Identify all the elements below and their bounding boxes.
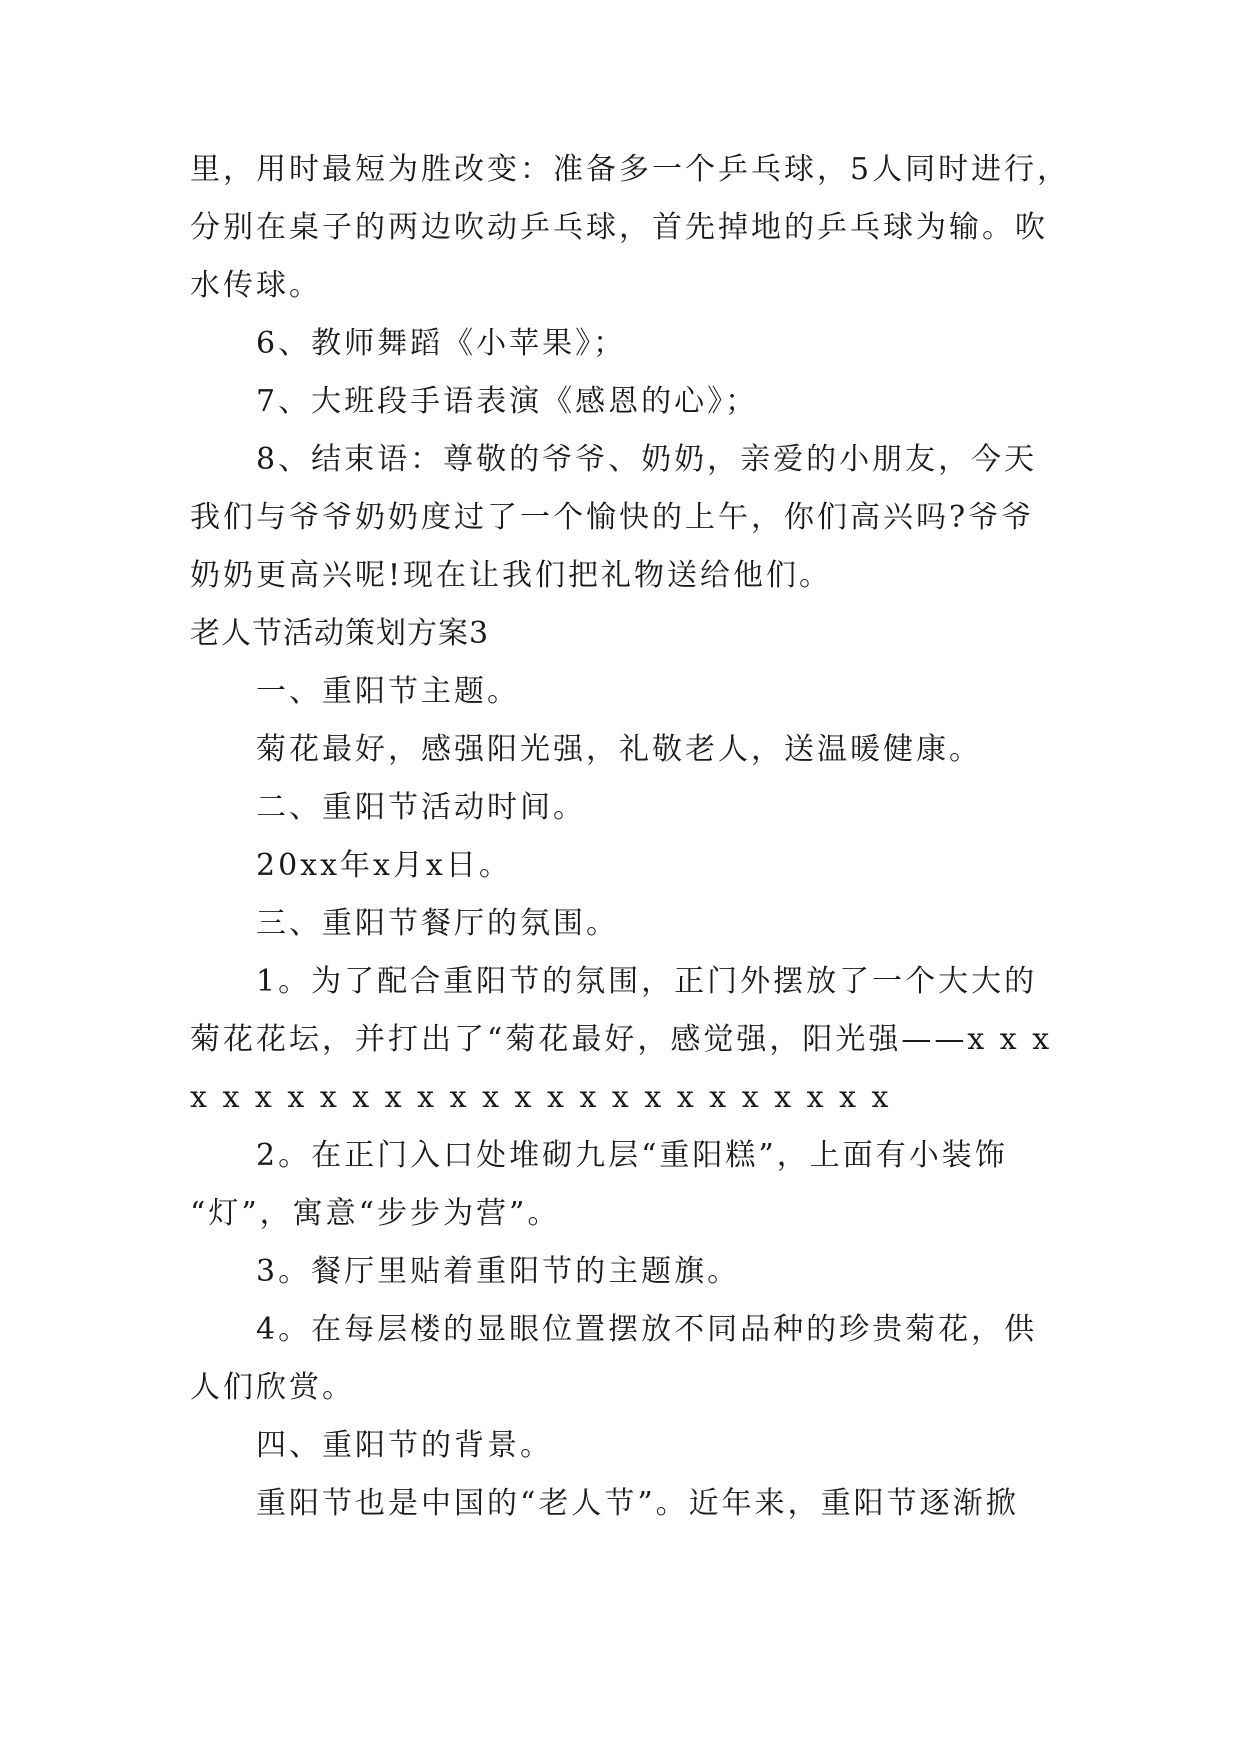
paragraph-line: “灯”，寓意“步步为营”。 <box>190 1196 561 1231</box>
section-heading: 老人节活动策划方案3 <box>190 616 490 651</box>
paragraph-line: 人们欣赏。 <box>190 1370 355 1405</box>
list-item-2: 2。在正门入口处堆砌九层“重阳糕”，上面有小装饰 <box>256 1138 1008 1173</box>
paragraph-line: 我们与爷爷奶奶度过了一个愉快的上午，你们高兴吗?爷爷 <box>190 500 1035 535</box>
subsection-heading: 一、重阳节主题。 <box>256 674 520 709</box>
subsection-heading: 二、重阳节活动时间。 <box>256 790 586 825</box>
list-item-7: 7、大班段手语表演《感恩的心》； <box>256 384 759 419</box>
paragraph-line: 分别在桌子的两边吹动乒乓球，首先掉地的乒乓球为输。吹 <box>190 210 1048 245</box>
subsection-heading: 三、重阳节餐厅的氛围。 <box>256 906 619 941</box>
paragraph-line: 水传球。 <box>190 268 322 303</box>
paragraph-line: 菊花花坛，并打出了“菊花最好，感觉强，阳光强——x x x <box>190 1022 1053 1057</box>
list-item-3: 3。餐厅里贴着重阳节的主题旗。 <box>256 1254 741 1289</box>
paragraph-line: 菊花最好，感强阳光强，礼敬老人，送温暖健康。 <box>256 732 982 767</box>
list-item-6: 6、教师舞蹈《小苹果》； <box>256 326 627 361</box>
list-item-8: 8、结束语：尊敬的爷爷、奶奶，亲爱的小朋友，今天 <box>256 442 1038 477</box>
paragraph-line: x x x x x x x x x x x x x x x x x x x x x x <box>190 1080 892 1115</box>
subsection-heading: 四、重阳节的背景。 <box>256 1428 553 1463</box>
list-item-4: 4。在每层楼的显眼位置摆放不同品种的珍贵菊花，供 <box>256 1312 1038 1347</box>
paragraph-line: 20xx年x月x日。 <box>256 848 512 883</box>
list-item-1: 1。为了配合重阳节的氛围，正门外摆放了一个大大的 <box>256 964 1038 999</box>
paragraph-line: 重阳节也是中国的“老人节”。近年来，重阳节逐渐掀 <box>256 1486 1019 1521</box>
paragraph-line: 里，用时最短为胜改变：准备多一个乒乓球，5人同时进行， <box>190 152 1071 187</box>
paragraph-line: 奶奶更高兴呢!现在让我们把礼物送给他们。 <box>190 558 833 593</box>
